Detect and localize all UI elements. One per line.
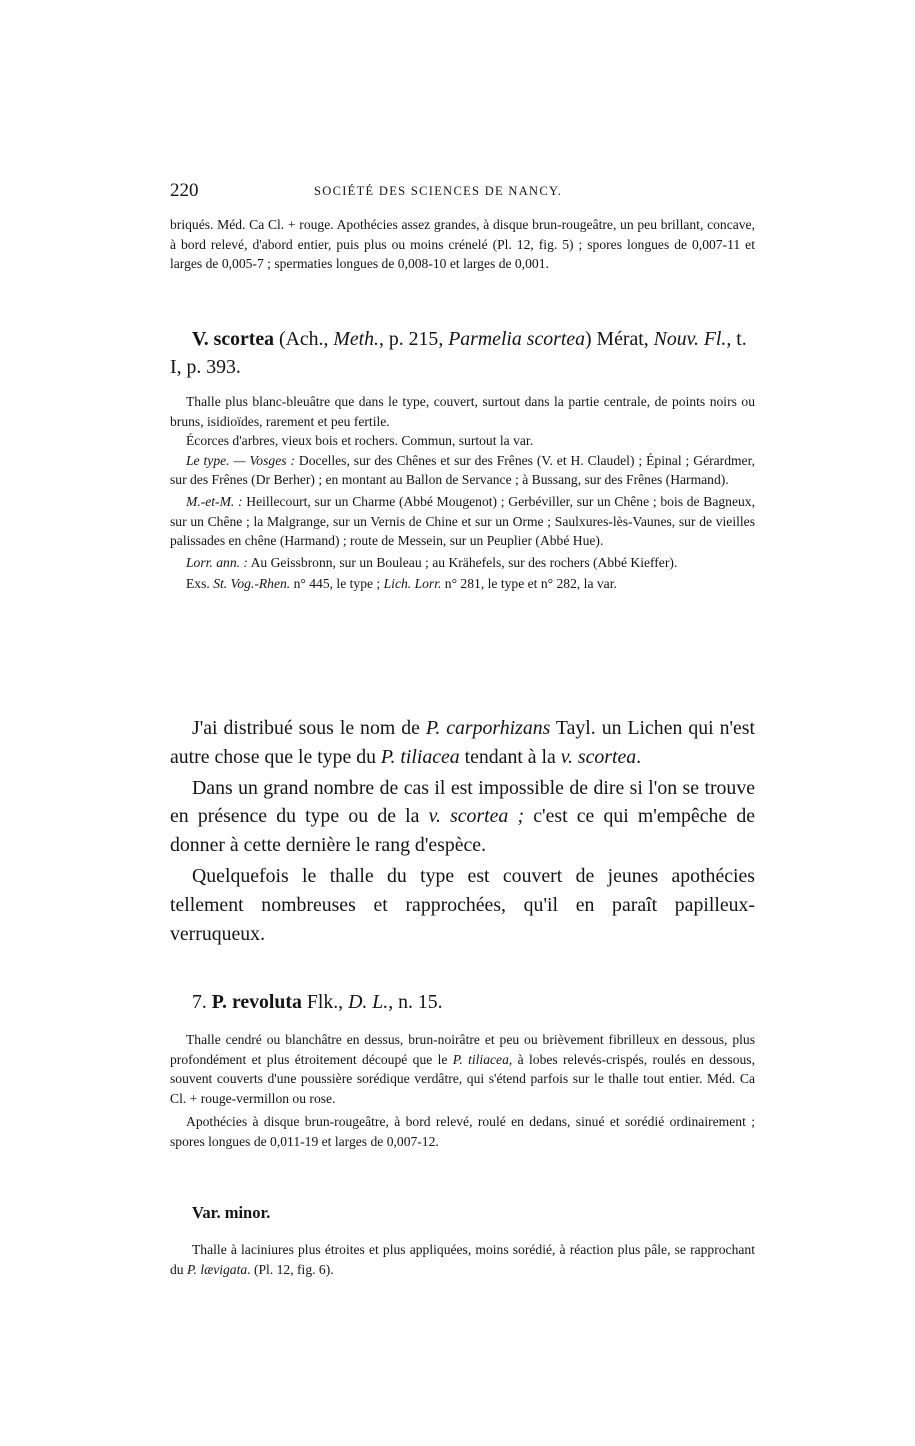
discussion-paragraph-1: J'ai distribué sous le nom de P. carporhizans Tayl. un Lichen qui n'est autre chose que le type du P. tiliacea tendant à la v. scortea. bbox=[170, 717, 755, 768]
revoluta-apothecia: Apothécies à disque brun-rougeâtre, à bord relevé, roulé en dedans, sinué et sorédié ordinairement ; spores longues de 0,011-19 et larges de 0,007-12. bbox=[170, 1114, 755, 1149]
revoluta-name: P. revoluta bbox=[211, 991, 302, 1013]
discussion-paragraph-3: Quelquefois le thalle du type est couvert de jeunes apothécies tellement nombreuses et rapprochées, qu'il en paraît papilleux-verruqueux. bbox=[170, 864, 755, 945]
scortea-habitat: Écorces d'arbres, vieux bois et rochers. Commun, surtout la var. bbox=[186, 433, 534, 449]
scortea-description: Thalle plus blanc-bleuâtre que dans le type, couvert, surtout dans la partie centrale, de points noirs ou bruns, isidioïdes, rarement et peu fertile. bbox=[170, 394, 755, 429]
scortea-meurthe: M.-et-M. : Heillecourt, sur un Charme (Abbé Mougenot) ; Gerbéviller, sur un Chêne ; bois de Bagneux, sur un Chêne ; la Malgrange, sur un Vernis de Chine et sur un Orme ; Saulxures-lès-Vaunes, sur de vieilles palissades en chêne (Harmand) ; route de Messein, sur un Peuplier (Abbé Hue). bbox=[170, 493, 755, 549]
revoluta-block bbox=[170, 1030, 755, 1152]
running-header bbox=[170, 180, 760, 204]
running-title: SOCIÉTÉ DES SCIENCES DE NANCY. bbox=[314, 184, 563, 198]
revoluta-description: Thalle cendré ou blanchâtre en dessus, brun-noirâtre et peu ou brièvement fibrilleux en dessous, plus profondément et plus étroitement découpé que le P. tiliacea, à lobes relevés-crispés, roulés en dessous, souvent couverts d'une poussière sorédique verdâtre, qui s'étend parfois sur le thalle tout entier. Méd. Ca Cl. + rouge-vermillon ou rose. bbox=[170, 1032, 755, 1106]
revoluta-heading: 7. P. revoluta Flk., D. L., n. 15. bbox=[192, 991, 443, 1013]
intro-paragraph: briqués. Méd. Ca Cl. + rouge. Apothécies assez grandes, à disque brun-rougeâtre, un peu brillant, concave, à bord relevé, d'abord entier, puis plus ou moins crénelé (Pl. 12, fig. 5) ; spores longues de 0,007-11 et larges de 0,005-7 ; spermaties longues de 0,008-10 et larges de 0,001. bbox=[170, 217, 755, 272]
scortea-block bbox=[170, 392, 755, 594]
discussion bbox=[170, 714, 755, 948]
scortea-name: V. scortea bbox=[192, 328, 275, 350]
scortea-heading: V. scortea (Ach., Meth., p. 215, Parmelia scortea) Mérat, Nouv. Fl., t. I, p. 393. bbox=[170, 328, 747, 378]
scortea-lorraine: Lorr. ann. : Au Geissbronn, sur un Bouleau ; au Krähefels, sur des rochers (Abbé Kieffer). bbox=[186, 554, 678, 570]
scortea-exsiccata: Exs. St. Vog.-Rhen. n° 445, le type ; Lich. Lorr. n° 281, le type et n° 282, la var. bbox=[186, 576, 617, 592]
minor-heading: Var. minor. bbox=[192, 1203, 271, 1222]
page-number: 220 bbox=[170, 180, 199, 201]
minor-text: Thalle à laciniures plus étroites et plus appliquées, moins sorédié, à réaction plus pâle, se rapprochant du P. lævigata. (Pl. 12, fig. 6). bbox=[170, 1242, 755, 1277]
discussion-paragraph-2: Dans un grand nombre de cas il est impossible de dire si l'on se trouve en présence du type ou de la v. scortea ; c'est ce qui m'empêche de donner à cette dernière le rang d'espèce. bbox=[170, 776, 756, 857]
scortea-vosges: Le type. — Vosges : Docelles, sur des Chênes et sur des Frênes (V. et H. Claudel) ; Épinal ; Gérardmer, sur des Frênes (Dr Berher) ; en montant au Ballon de Servance ; à Bussang, sur des Frênes (Harmand). bbox=[170, 452, 755, 488]
